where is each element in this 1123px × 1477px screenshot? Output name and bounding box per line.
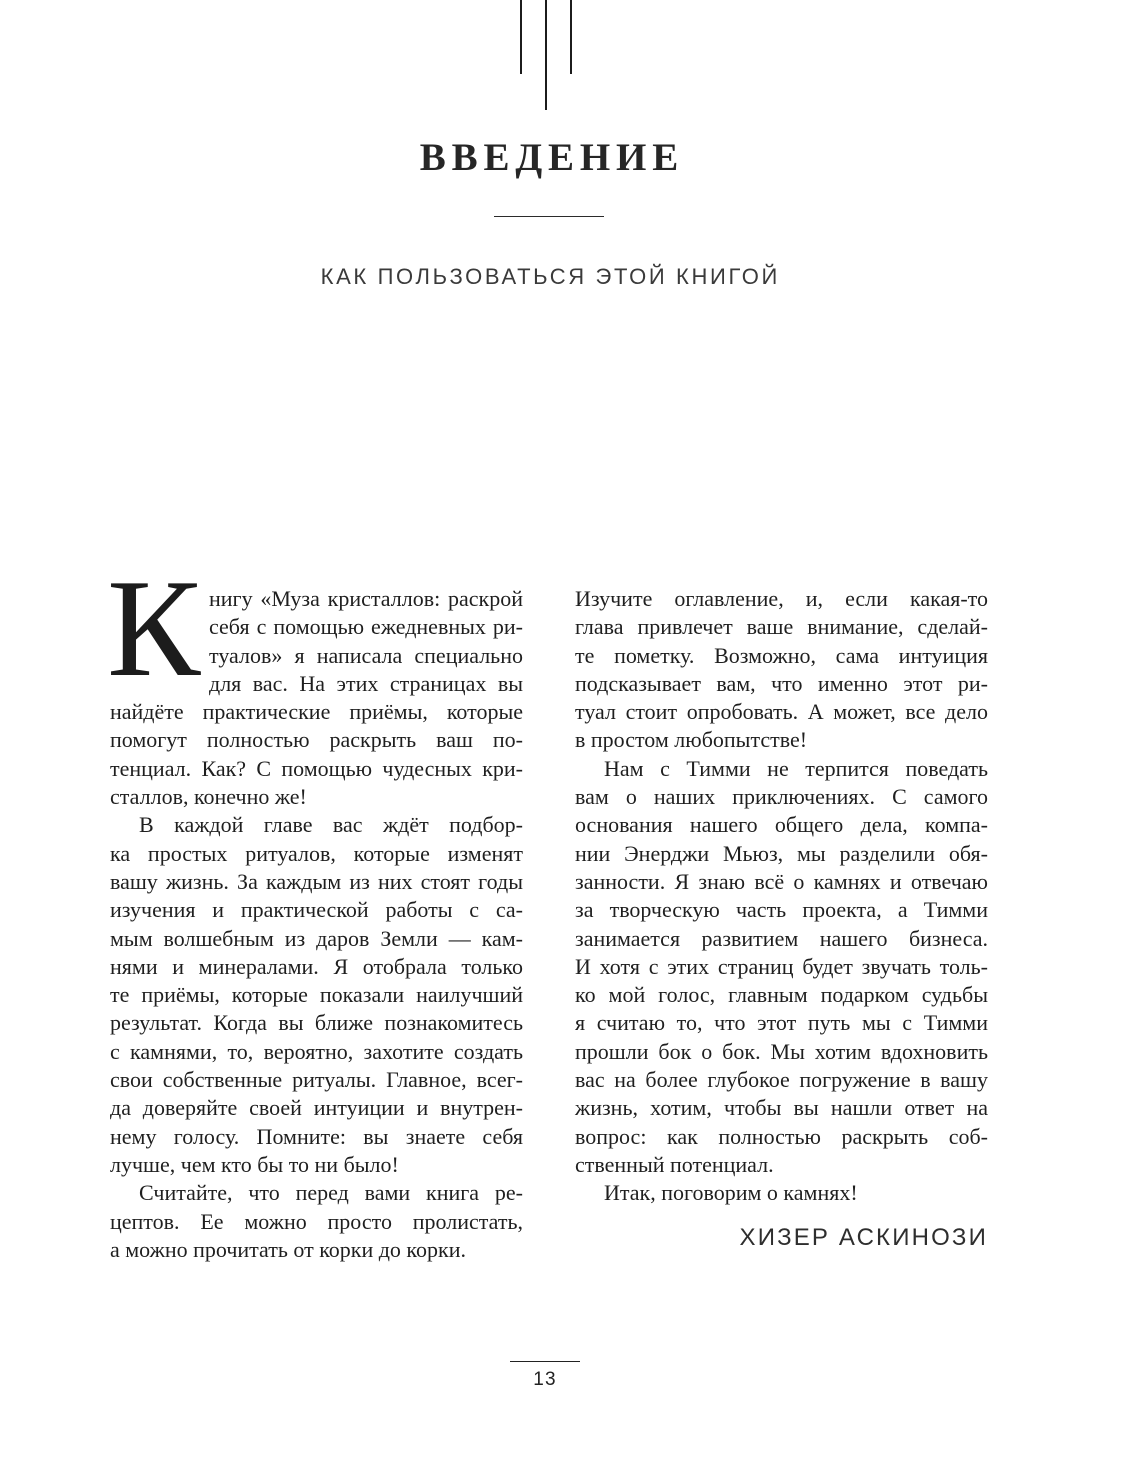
text-line: лучше, чем кто бы то ни было! [110, 1151, 399, 1177]
page-number: 13 [533, 1369, 557, 1390]
paragraph [575, 755, 988, 1179]
text-line: вам о наших приключениях. С самого [575, 784, 988, 810]
text-line: вашу жизнь. За каждым из них стоят годы [110, 868, 523, 894]
text-line: ка простых ритуалов, которые изменят [110, 840, 523, 866]
text-line: за творческую часть проекта, а Тимми [575, 897, 988, 923]
text-line: основания нашего общего дела, компа- [575, 812, 988, 838]
text-line: а можно прочитать от корки до корки. [110, 1236, 466, 1262]
text-line: помогут полностью раскрыть ваш по- [110, 727, 523, 753]
chapter-subtitle: КАК ПОЛЬЗОВАТЬСЯ ЭТОЙ КНИГОЙ [320, 264, 781, 289]
chapter-title: ВВЕДЕНИЕ [419, 136, 685, 179]
text-line: вопрос: как полностью раскрыть соб- [575, 1123, 988, 1149]
text-line: вас на более глубокое погружение в вашу [575, 1067, 988, 1093]
text-line: тенциал. Как? С помощью чудесных кри- [110, 755, 523, 781]
text-line: Нам с Тимми не терпится поведать [604, 755, 988, 781]
text-line: туал стоит опробовать. А может, все дело [575, 699, 988, 725]
text-line: я считаю то, что этот путь мы с Тимми [575, 1010, 988, 1036]
text-line: подсказывает вам, что именно этот ри- [575, 670, 988, 696]
text-line: И хотя с этих страниц будет звучать толь- [575, 953, 988, 979]
text-line: глава привлечет ваше внимание, сделай- [575, 614, 988, 640]
drop-cap-letter: К [107, 551, 201, 706]
text-line: жизнь, хотим, чтобы вы нашли ответ на [575, 1095, 988, 1121]
text-line: мым волшебным из даров Земли — кам- [110, 925, 523, 951]
text-line: Считайте, что перед вами книга ре- [139, 1180, 523, 1206]
title-divider-rule [494, 216, 604, 217]
text-line: Итак, поговорим о камнях! [604, 1180, 858, 1206]
text-line: нему голосу. Помните: вы знаете себя [110, 1123, 523, 1149]
text-line: найдёте практические приёмы, которые [110, 699, 523, 725]
author-signature: ХИЗЕР АСКИНОЗИ [739, 1223, 988, 1251]
text-line: изучения и практической работы с са- [110, 897, 523, 923]
text-line: занимается развитием нашего бизнеса. [575, 925, 988, 951]
text-line: да доверяйте своей интуиции и внутрен- [110, 1095, 523, 1121]
right-column [575, 585, 988, 1264]
text-line: те пометку. Возможно, сама интуиция [575, 642, 988, 668]
text-line: туалов» я написала специально [209, 642, 523, 668]
left-column [107, 551, 523, 1264]
text-line: ственный потенциал. [575, 1151, 774, 1177]
paragraph [575, 1179, 988, 1207]
paragraph [110, 811, 523, 1179]
footer-rule [510, 1361, 580, 1362]
text-line: свои собственные ритуалы. Главное, всег- [110, 1067, 523, 1093]
ornament-line-left [520, 0, 522, 74]
text-line: ко мой голос, главным подарком судьбы [575, 982, 988, 1008]
ornament-line-center [545, 0, 547, 110]
text-line: сталлов, конечно же! [110, 784, 307, 810]
text-line: цептов. Ее можно просто пролистать, [110, 1208, 523, 1234]
text-line: те приёмы, которые показали наилучший [110, 982, 523, 1008]
text-line: В каждой главе вас ждёт подбор- [139, 812, 523, 838]
body-columns [107, 551, 988, 1264]
text-line: нии Энерджи Мьюз, мы разделили обя- [575, 840, 988, 866]
text-line: занности. Я знаю всё о камнях и отвечаю [575, 868, 988, 894]
text-line: нями и минералами. Я отобрала только [110, 953, 523, 979]
text-line: для вас. На этих страницах вы [209, 670, 523, 696]
ornament-line-right [570, 0, 572, 74]
text-line: нигу «Муза кристаллов: раскрой [209, 586, 523, 611]
paragraph [575, 585, 988, 755]
text-line: результат. Когда вы ближе познакомитесь [110, 1010, 523, 1036]
text-line: в простом любопытстве! [575, 727, 808, 753]
text-line: Изучите оглавление, и, если какая-то [575, 586, 988, 611]
paragraph [110, 1179, 523, 1264]
text-line: себя с помощью ежедневных ри- [209, 614, 523, 640]
text-line: с камнями, то, вероятно, захотите создать [110, 1038, 523, 1064]
text-line: прошли бок о бок. Мы хотим вдохновить [575, 1038, 988, 1064]
